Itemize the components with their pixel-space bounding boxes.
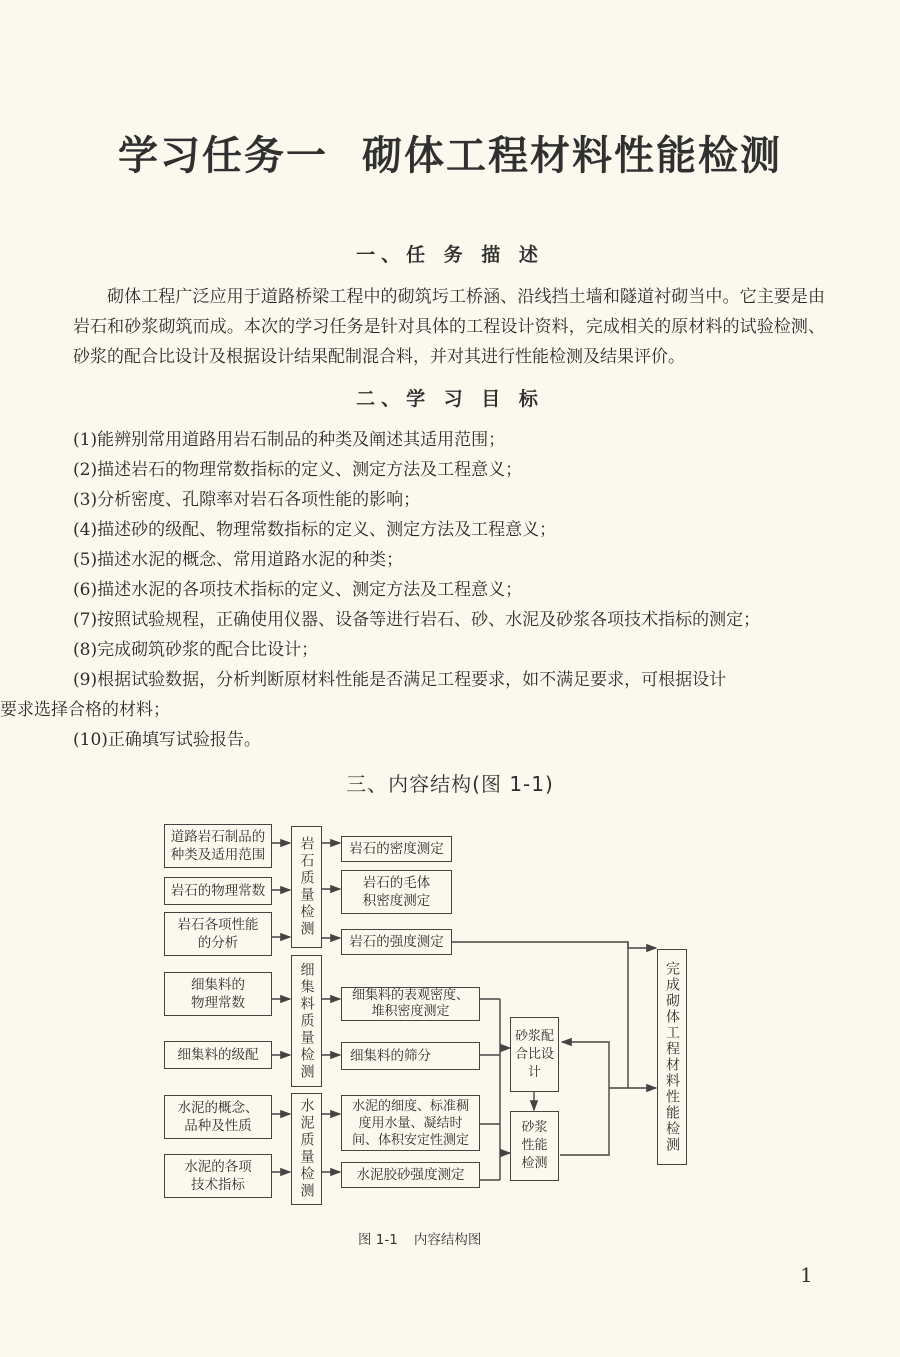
section-heading-learning-goals: 二、学 习 目 标 bbox=[356, 388, 544, 410]
goal-item: (6)描述水泥的各项技术指标的定义、测定方法及工程意义； bbox=[73, 580, 523, 600]
input-rock-physical: 岩石的物理常数 bbox=[164, 877, 272, 905]
goal-item: (7)按照试验规程，正确使用仪器、设备等进行岩石、砂、水泥及砂浆各项技术指标的测定； bbox=[73, 610, 761, 630]
test-fine-apparent-density: 细集料的表观密度、堆积密度测定 bbox=[341, 987, 480, 1021]
input-fine-grading: 细集料的级配 bbox=[164, 1041, 272, 1069]
test-cement-mortar-strength: 水泥胶砂强度测定 bbox=[341, 1162, 480, 1188]
goal-item: (4)描述砂的级配、物理常数指标的定义、测定方法及工程意义； bbox=[73, 520, 557, 540]
task-description-paragraph: 砌体工程广泛应用于道路桥梁工程中的砌筑圬工桥涵、沿线挡土墙和隧道衬砌当中。它主要是由岩石和砂浆砌筑而成。本次的学习任务是针对具体的工程设计资料，完成相关的原材料的试验检测、砂浆的配合比设计及根据设计结果配制混合料，并对其进行性能检测及结果评价。 bbox=[73, 287, 825, 367]
input-cement-indices: 水泥的各项技术指标 bbox=[164, 1154, 272, 1198]
test-rock-strength: 岩石的强度测定 bbox=[341, 929, 452, 955]
title-task-number: 学习任务一 bbox=[118, 133, 328, 179]
goal-item: (1)能辨别常用道路用岩石制品的种类及阐述其适用范围； bbox=[73, 430, 506, 450]
goal-item: (5)描述水泥的概念、常用道路水泥的种类； bbox=[73, 550, 404, 570]
test-rock-bulk-density: 岩石的毛体积密度测定 bbox=[341, 870, 452, 914]
input-rock-performance: 岩石各项性能的分析 bbox=[164, 912, 272, 956]
goal-item: (10)正确填写试验报告。 bbox=[73, 730, 261, 750]
check-fine-quality: 细集料质量检测 bbox=[291, 955, 322, 1087]
test-cement-fineness: 水泥的细度、标准稠度用水量、凝结时间、体积安定性测定 bbox=[341, 1095, 480, 1151]
figure-number: 图 1-1 bbox=[358, 1232, 398, 1248]
figure-title: 内容结构图 bbox=[413, 1232, 482, 1248]
section-heading-task-description: 一、任 务 描 述 bbox=[356, 244, 544, 266]
test-rock-density: 岩石的密度测定 bbox=[341, 836, 452, 862]
goal-item: (3)分析密度、孔隙率对岩石各项性能的影响； bbox=[73, 490, 421, 510]
input-fine-physical: 细集料的物理常数 bbox=[164, 972, 272, 1016]
input-cement-concept: 水泥的概念、品种及性质 bbox=[164, 1095, 272, 1139]
final-result-box: 完成砌体工程材料性能检测 bbox=[657, 949, 687, 1165]
input-rock-types: 道路岩石制品的种类及适用范围 bbox=[164, 824, 272, 868]
test-fine-sieving: 细集料的筛分 bbox=[341, 1042, 480, 1070]
mortar-mix-design: 砂浆配合比设计 bbox=[510, 1017, 559, 1092]
section-heading-content-structure: 三、内容结构(图 1-1) bbox=[346, 772, 554, 796]
goal-item: (9)根据试验数据，分析判断原材料性能是否满足工程要求，如不满足要求，可根据设计 bbox=[73, 670, 727, 690]
goal-item: (2)描述岩石的物理常数指标的定义、测定方法及工程意义； bbox=[73, 460, 523, 480]
goal-item-continuation: 要求选择合格的材料； bbox=[0, 700, 170, 720]
page-number: 1 bbox=[800, 1263, 813, 1287]
title-task-name: 砌体工程材料性能检测 bbox=[362, 133, 782, 179]
mortar-performance-check: 砂浆性能检测 bbox=[510, 1111, 559, 1181]
check-rock-quality: 岩石质量检测 bbox=[291, 826, 322, 948]
goal-item: (8)完成砌筑砂浆的配合比设计； bbox=[73, 640, 319, 660]
figure-caption bbox=[358, 1228, 481, 1248]
check-cement-quality: 水泥质量检测 bbox=[291, 1093, 322, 1205]
